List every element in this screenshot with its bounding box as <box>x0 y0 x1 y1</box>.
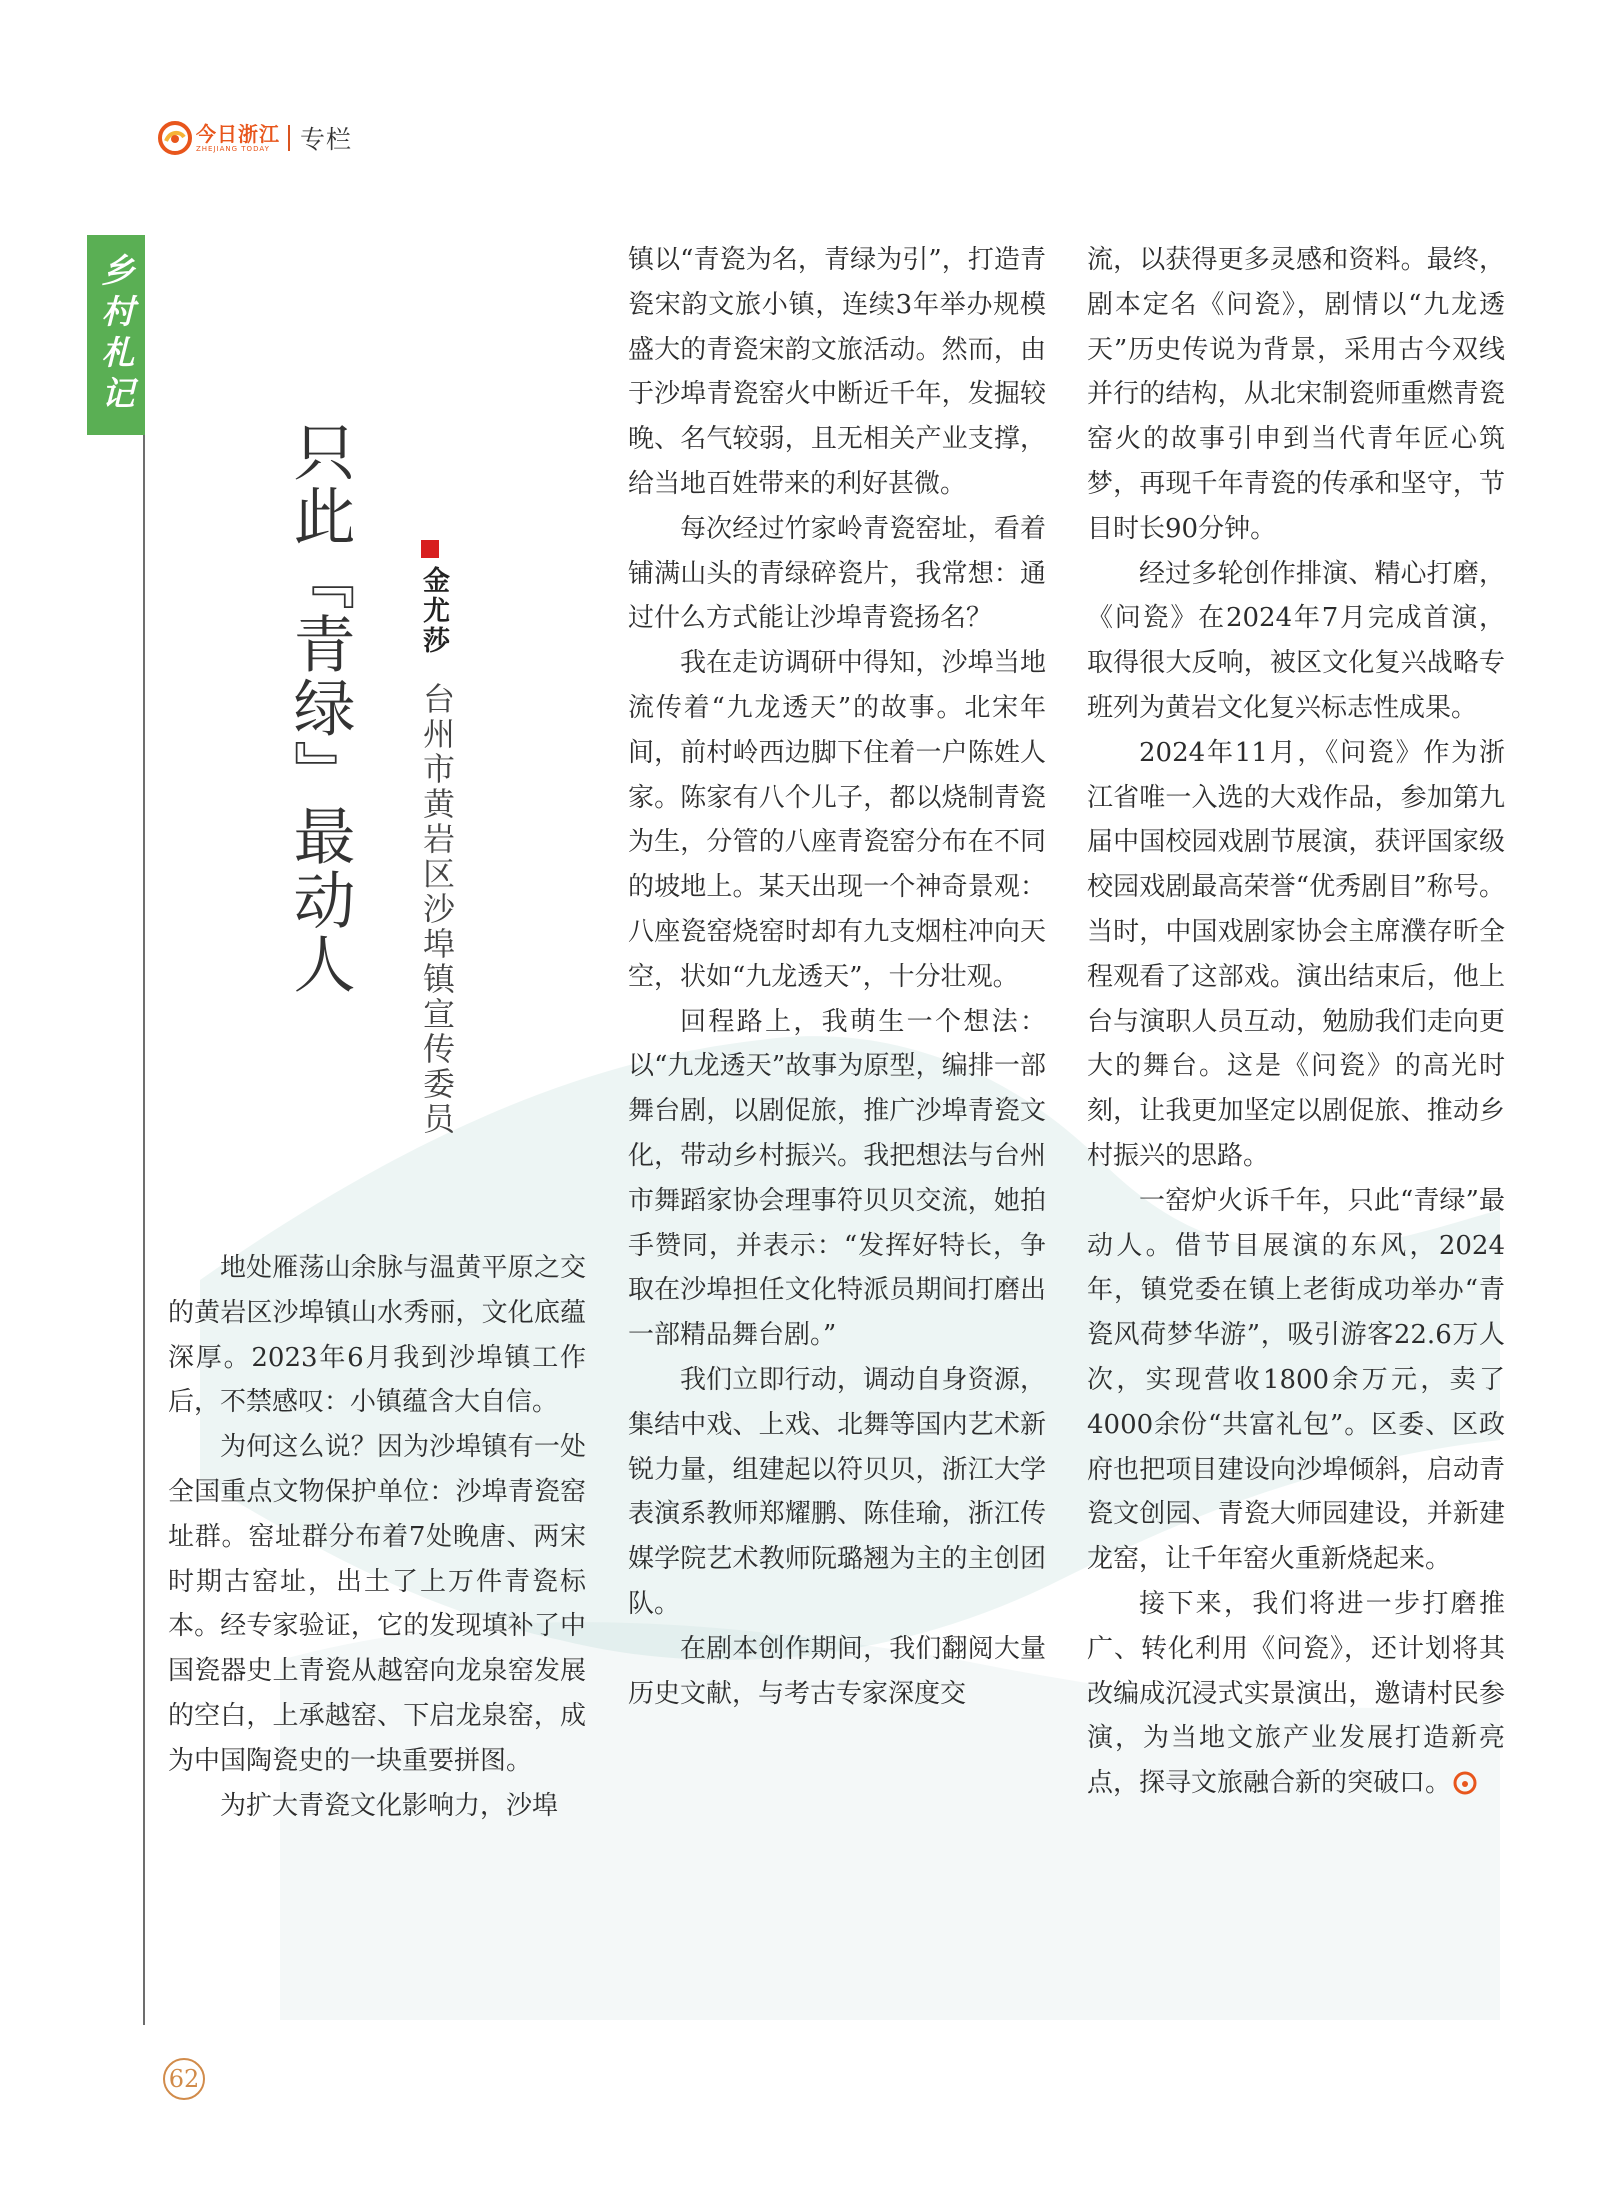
masthead <box>158 118 352 158</box>
zhejiang-today-logo-icon <box>158 121 192 155</box>
section-tab <box>87 235 145 435</box>
text-column-1 <box>168 1246 586 1828</box>
author-marker-icon <box>421 540 439 558</box>
paragraph-continued: 流，以获得更多灵感和资料。最终，剧本定名《问瓷》，剧情以“九龙透天”历史传说为背景，采用古今双线并行的结构，从北宋制瓷师重燃青瓷窑火的故事引申到当代青年匠心筑梦，再现千年青瓷的传承和坚守，节目时长90分钟。 <box>1087 245 1505 544</box>
paragraph: 经过多轮创作排演、精心打磨，《问瓷》在2024年7月完成首演，取得很大反响，被区文化复兴战略专班列为黄岩文化复兴标志性成果。 <box>1087 558 1505 723</box>
section-tab-label: 乡村札记 <box>96 253 136 417</box>
text-column-2 <box>628 238 1046 1716</box>
logo-text <box>196 121 280 153</box>
left-rule <box>143 435 145 2025</box>
paragraph: 为扩大青瓷文化影响力，沙埠 <box>220 1790 559 1821</box>
logo-chinese: 今日浙江 <box>196 121 280 146</box>
paragraph: 我们立即行动，调动自身资源，集结中戏、上戏、北舞等国内艺术新锐力量，组建起以符贝贝，浙江大学表演系教师郑耀鹏、陈佳瑜，浙江传媒学院艺术教师阮璐翘为主的主创团队。 <box>628 1364 1046 1619</box>
paragraph-text: 接下来，我们将进一步打磨推广、转化利用《问瓷》，还计划将其改编成沉浸式实景演出，邀请村民参演，为当地文旅产业发展打造新亮点，探寻文旅融合新的突破口。 <box>1087 1588 1505 1799</box>
page-number: 62 <box>163 2058 205 2100</box>
author-name: 金尤莎 <box>418 566 449 656</box>
article-title: 只此『青绿』最动人 <box>283 420 356 996</box>
paragraph-continued: 镇以“青瓷为名，青绿为引”，打造青瓷宋韵文旅小镇，连续3年举办规模盛大的青瓷宋韵文旅活动。然而，由于沙埠青瓷窑火中断近千年，发掘较晚、名气较弱，且无相关产业支撑，给当地百姓带来的利好甚微。 <box>628 245 1046 499</box>
column-name: 专栏 <box>300 125 353 154</box>
text-column-3 <box>1087 238 1505 1806</box>
paragraph-last <box>1087 1582 1505 1806</box>
author-title: 台州市黄岩区沙埠镇宣传委员 <box>418 682 456 1137</box>
paragraph: 地处雁荡山余脉与温黄平原之交的黄岩区沙埠镇山水秀丽，文化底蕴深厚。2023年6月我到沙埠镇工作后，不禁感叹：小镇蕴含大自信。 <box>168 1253 586 1418</box>
header-divider <box>288 125 290 151</box>
paragraph: 2024年11月，《问瓷》作为浙江省唯一入选的大戏作品，参加第九届中国校园戏剧节展演，获评国家级校园戏剧最高荣誉“优秀剧目”称号。当时，中国戏剧家协会主席濮存昕全程观看了这部戏。演出结束后，他上台与演职人员互动，勉励我们走向更大的舞台。这是《问瓷》的高光时刻，让我更加坚定以剧促旅、推动乡村振兴的思路。 <box>1087 737 1505 1171</box>
logo-english: ZHEJIANG TODAY <box>196 144 270 153</box>
paragraph: 为何这么说？因为沙埠镇有一处全国重点文物保护单位：沙埠青瓷窑址群。窑址群分布着7处晚唐、两宋时期古窑址，出土了上万件青瓷标本。经专家验证，它的发现填补了中国瓷器史上青瓷从越窑向龙泉窑发展的空白，上承越窑、下启龙泉窑，成为中国陶瓷史的一块重要拼图。 <box>168 1432 586 1776</box>
paragraph: 我在走访调研中得知，沙埠当地流传着“九龙透天”的故事。北宋年间，前村岭西边脚下住着一户陈姓人家。陈家有八个儿子，都以烧制青瓷为生，分管的八座青瓷窑分布在不同的坡地上。某天出现一个神奇景观：八座瓷窑烧窑时却有九支烟柱冲向天空，状如“九龙透天”，十分壮观。 <box>628 648 1046 992</box>
paragraph: 回程路上，我萌生一个想法：以“九龙透天”故事为原型，编排一部舞台剧，以剧促旅，推广沙埠青瓷文化，带动乡村振兴。我把想法与台州市舞蹈家协会理事符贝贝交流，她拍手赞同，并表示：“发挥好特长，争取在沙埠担任文化特派员期间打磨出一部精品舞台剧。” <box>628 1006 1046 1351</box>
end-mark-icon <box>1453 1771 1477 1795</box>
paragraph: 一窑炉火诉千年，只此“青绿”最动人。借节目展演的东风，2024年，镇党委在镇上老街成功举办“青瓷风荷梦华游”，吸引游客22.6万人次，实现营收1800余万元，卖了4000余份“共富礼包”。区委、区政府也把项目建设向沙埠倾斜，启动青瓷文创园、青瓷大师园建设，并新建龙窑，让千年窑火重新烧起来。 <box>1087 1185 1505 1575</box>
paragraph: 每次经过竹家岭青瓷窑址，看着铺满山头的青绿碎瓷片，我常想：通过什么方式能让沙埠青瓷扬名？ <box>628 513 1046 634</box>
paragraph: 在剧本创作期间，我们翻阅大量历史文献，与考古专家深度交 <box>628 1633 1046 1709</box>
